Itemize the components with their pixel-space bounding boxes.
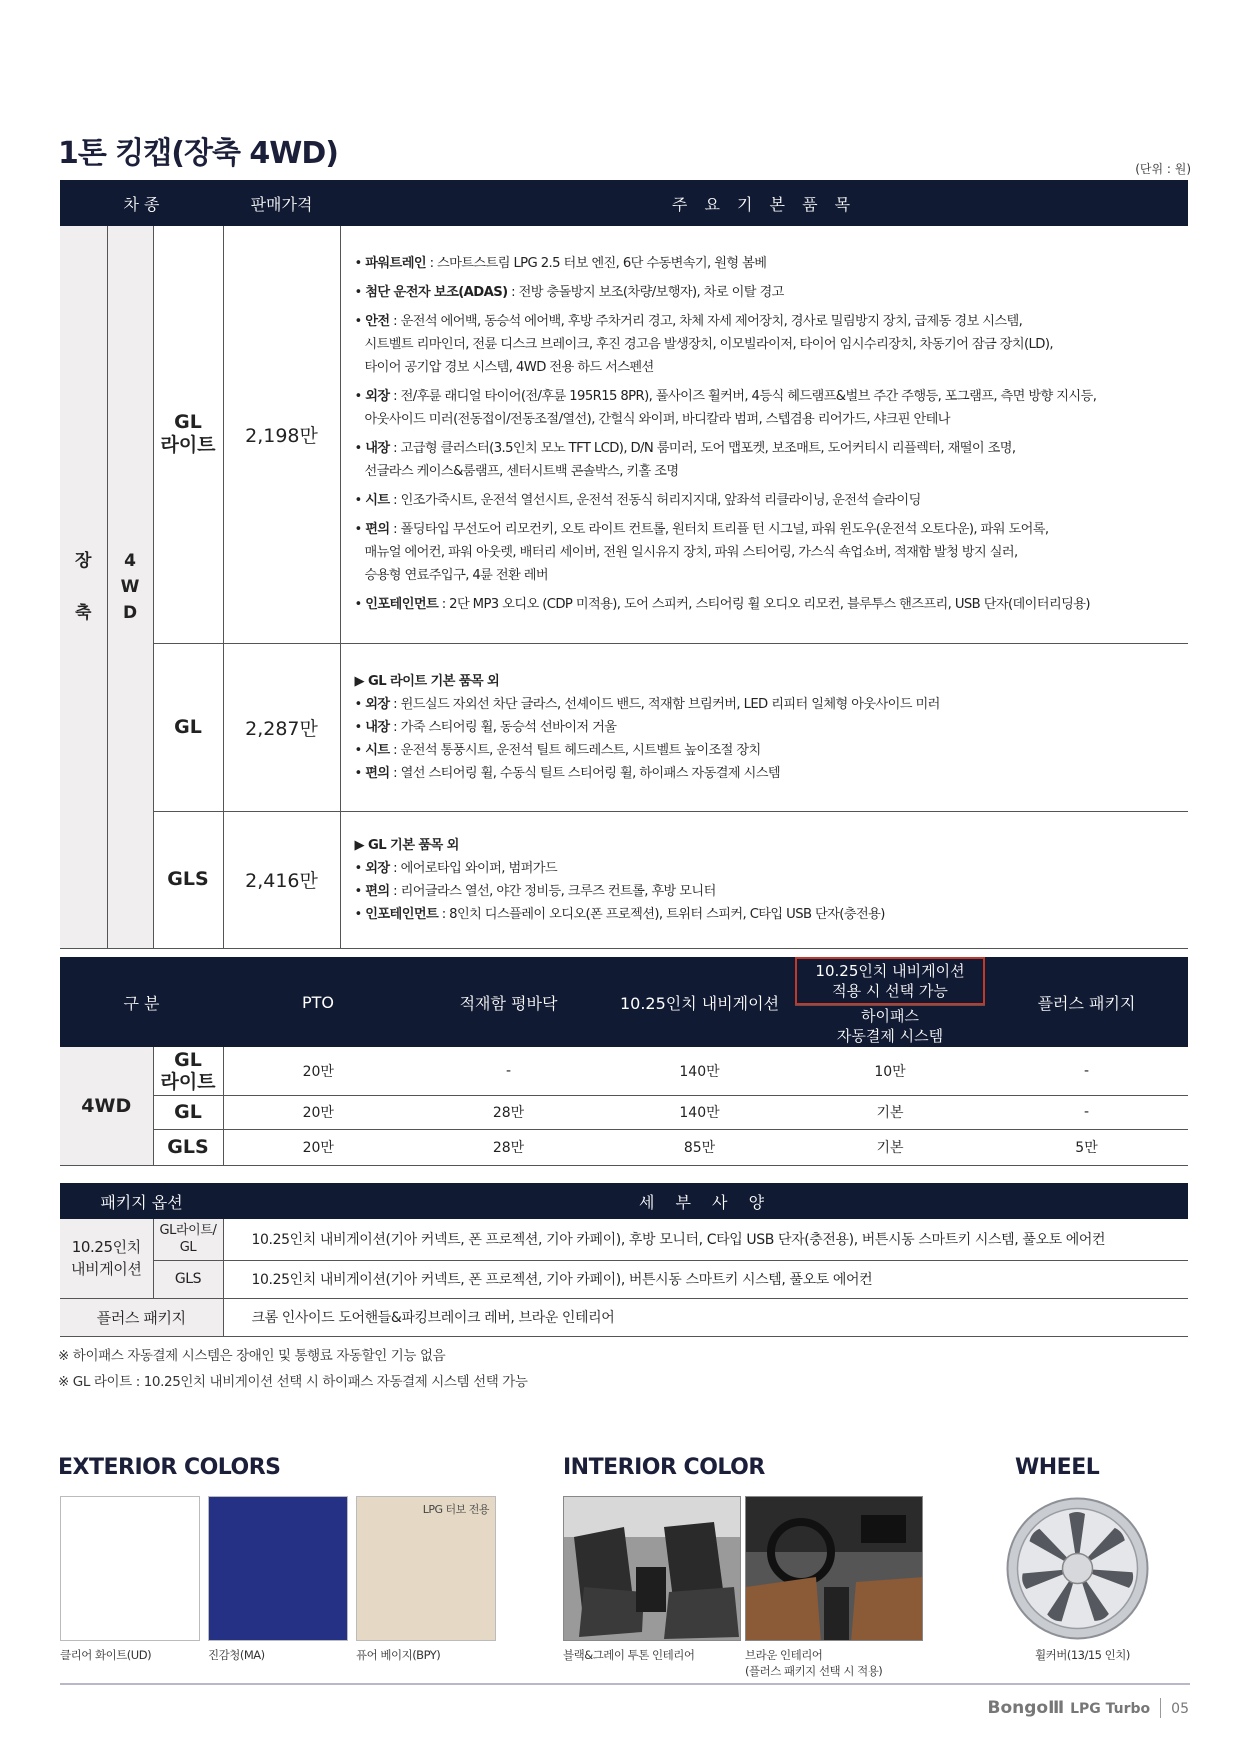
opt-flat-bed: 28만 <box>413 1129 604 1165</box>
color-name: 클리어 화이트(UD) <box>60 1648 152 1662</box>
opt-plus: - <box>985 1095 1188 1129</box>
feature-text: : 운전석 통풍시트, 운전석 틸트 헤드레스트, 시트벨트 높이조절 장치 <box>389 742 761 758</box>
opt-pto: 20만 <box>223 1129 413 1165</box>
feature-heading: ▶ GL 라이트 기본 품목 외 <box>354 673 500 689</box>
feature-text: : 리어글라스 열선, 야간 정비등, 크루즈 컨트롤, 후방 모니터 <box>389 883 716 899</box>
opt-hipass: 기본 <box>795 1129 985 1165</box>
opt-pto: 20만 <box>223 1047 413 1095</box>
feature-label: 편의 <box>365 883 390 899</box>
feature-item: • 인포테인먼트 : 2단 MP3 오디오 (CDP 미적용), 도어 스피커, 스티어링 휠 오디오 리모컨, 블루투스 핸즈프리, USB 단자(데이터리딩용) <box>354 597 1090 613</box>
vehicle-drive: 4 W D <box>107 226 153 948</box>
trim-gls: GLS <box>153 811 223 948</box>
color-swatch-beige <box>356 1496 496 1641</box>
option-trim-gls: GLS <box>153 1129 223 1165</box>
footer-brand: BongoⅢ <box>987 1698 1065 1718</box>
exterior-title: EXTERIOR COLORS <box>58 1455 281 1480</box>
features-gl-lite <box>340 226 1188 643</box>
feature-label: 외장 <box>365 696 390 712</box>
wheel-title: WHEEL <box>1015 1455 1100 1480</box>
footer-divider <box>60 1683 1190 1685</box>
feature-text: : 폴딩타입 무선도어 리모컨키, 오토 라이트 컨트롤, 원터치 트리플 턴 시그널, 파워 윈도우(운전석 오토다운), 파워 도어록, <box>389 522 1049 538</box>
price-gl-lite: 2,198만 <box>223 226 340 643</box>
note: ※ GL 라이트 : 10.25인치 내비게이션 선택 시 하이패스 자동결제 시스템 선택 가능 <box>58 1374 528 1390</box>
package-plus-spec: 크롬 인사이드 도어핸들&파킹브레이크 레버, 브라운 인테리어 <box>223 1298 1188 1336</box>
header-navi-applied: 10.25인치 내비게이션 적용 시 선택 가능 <box>795 957 985 1005</box>
package-plus-label: 플러스 패키지 <box>60 1298 223 1336</box>
feature-continuation: 승용형 연료주입구, 4륜 전환 레버 <box>364 568 549 584</box>
price-gls: 2,416만 <box>223 811 340 948</box>
header-pto: PTO <box>223 957 413 1047</box>
footer-separator <box>1160 1698 1161 1718</box>
header-hipass: 하이패스 자동결제 시스템 <box>795 1005 985 1047</box>
footer <box>988 1698 1190 1718</box>
option-drive: 4WD <box>60 1047 153 1165</box>
header-package: 패키지 옵션 <box>60 1183 223 1219</box>
feature-continuation: 타이어 공기압 경보 시스템, 4WD 전용 하드 서스펜션 <box>364 360 654 376</box>
feature-text: : 운전석 에어백, 동승석 에어백, 후방 주차거리 경고, 차체 자세 제어장치, 경사로 밀림방지 장치, 급제동 경보 시스템, <box>389 314 1023 330</box>
opt-navi: 140만 <box>604 1095 795 1129</box>
opt-flat-bed: 28만 <box>413 1095 604 1129</box>
opt-flat-bed: - <box>413 1047 604 1095</box>
opt-navi: 140만 <box>604 1047 795 1095</box>
interior-name: 브라운 인테리어 <box>745 1648 823 1662</box>
feature-text: : 전방 충돌방지 보조(차량/보행자), 차로 이탈 경고 <box>507 285 784 301</box>
opt-hipass: 10만 <box>795 1047 985 1095</box>
interior-photo-black-grey <box>563 1496 741 1641</box>
lpg-tag: LPG 터보 전용 <box>422 1503 489 1516</box>
interior-title: INTERIOR COLOR <box>563 1455 765 1480</box>
feature-item: • 편의 : 폴딩타입 무선도어 리모컨키, 오토 라이트 컨트롤, 원터치 트리플 턴 시그널, 파워 윈도우(운전석 오토다운), 파워 도어록, <box>354 522 1049 538</box>
package-navi-spec: 10.25인치 내비게이션(기아 커넥트, 폰 프로젝션, 기아 카페이), 후방 모니터, C타입 USB 단자(충전용), 버튼시동 스마트키 시스템, 풀오토 에어컨 <box>223 1219 1188 1260</box>
package-navi-trim: GL라이트/ GL <box>153 1219 223 1260</box>
feature-item: • 외장 : 전/후륜 래디얼 타이어(전/후륜 195R15 8PR), 풀사이즈 휠커버, 4등식 헤드램프&벌브 주간 주행등, 포그램프, 측면 방향 지시등, <box>354 389 1097 405</box>
opt-hipass: 기본 <box>795 1095 985 1129</box>
feature-label: 파워트레인 <box>365 256 426 272</box>
footer-model: LPG Turbo <box>1070 1701 1151 1717</box>
feature-item: • 시트 : 인조가죽시트, 운전석 열선시트, 운전석 전동식 허리지지대, 앞좌석 리클라이닝, 운전석 슬라이딩 <box>354 493 921 509</box>
note: ※ 하이패스 자동결제 시스템은 장애인 및 통행료 자동할인 기능 없음 <box>58 1348 446 1364</box>
feature-text: : 윈드실드 자외선 차단 글라스, 선셰이드 밴드, 적재함 브림커버, LED 리피터 일체형 아웃사이드 미러 <box>389 696 940 712</box>
feature-text: : 고급형 클러스터(3.5인치 모노 TFT LCD), D/N 룸미러, 도어 맵포켓, 보조매트, 도어커티시 리플렉터, 재떨이 조명, <box>389 441 1016 457</box>
feature-label: 내장 <box>365 719 390 735</box>
feature-label: 인포테인먼트 <box>365 906 439 922</box>
feature-text: : 전/후륜 래디얼 타이어(전/후륜 195R15 8PR), 풀사이즈 휠커버, 4등식 헤드램프&벌브 주간 주행등, 포그램프, 측면 방향 지시등, <box>389 389 1097 405</box>
feature-label: 인포테인먼트 <box>365 597 439 613</box>
header-price: 판매가격 <box>223 180 340 226</box>
package-navi-label: 10.25인치 내비게이션 <box>60 1219 153 1298</box>
feature-continuation: 선글라스 케이스&룸램프, 센터시트백 콘솔박스, 키홀 조명 <box>364 464 679 480</box>
feature-text: : 에어로타입 와이퍼, 범퍼가드 <box>389 860 558 876</box>
unit-label: (단위 : 원) <box>1135 162 1191 176</box>
features-gls <box>340 811 1188 948</box>
color-name: 퓨어 베이지(BPY) <box>356 1648 441 1662</box>
header-vehicle: 차 종 <box>60 180 223 226</box>
header-features: 주 요 기 본 품 목 <box>340 180 1188 226</box>
feature-label: 시트 <box>365 493 390 509</box>
feature-label: 외장 <box>365 860 390 876</box>
feature-label: 첨단 운전자 보조(ADAS) <box>365 285 508 301</box>
page-number: 05 <box>1171 1701 1189 1717</box>
color-swatch-blue <box>208 1496 348 1641</box>
feature-item: • 시트 : 운전석 통풍시트, 운전석 틸트 헤드레스트, 시트벨트 높이조절 장치 <box>354 742 761 758</box>
package-navi-trim: GLS <box>153 1260 223 1298</box>
feature-item: • 편의 : 리어글라스 열선, 야간 정비등, 크루즈 컨트롤, 후방 모니터 <box>354 883 716 899</box>
interior-name: 블랙&그레이 투톤 인테리어 <box>563 1648 695 1662</box>
feature-text: : 2단 MP3 오디오 (CDP 미적용), 도어 스피커, 스티어링 휠 오디오 리모컨, 블루투스 핸즈프리, USB 단자(데이터리딩용) <box>438 597 1090 613</box>
option-price-table <box>60 957 1188 1166</box>
feature-item: • 내장 : 고급형 클러스터(3.5인치 모노 TFT LCD), D/N 룸미러, 도어 맵포켓, 보조매트, 도어커티시 리플렉터, 재떨이 조명, <box>354 441 1016 457</box>
feature-label: 편의 <box>365 765 390 781</box>
option-trim-gl: GL <box>153 1095 223 1129</box>
feature-item: • 인포테인먼트 : 8인치 디스플레이 오디오(폰 프로젝션), 트위터 스피커, C타입 USB 단자(충전용) <box>354 906 885 922</box>
color-name: 진감청(MA) <box>208 1648 265 1662</box>
features-gl <box>340 643 1188 811</box>
opt-plus: - <box>985 1047 1188 1095</box>
feature-text: : 열선 스티어링 휠, 수동식 틸트 스티어링 휠, 하이패스 자동결제 시스템 <box>389 765 780 781</box>
feature-item: • 첨단 운전자 보조(ADAS) : 전방 충돌방지 보조(차량/보행자), 차로 이탈 경고 <box>354 285 784 301</box>
feature-item: • 안전 : 운전석 에어백, 동승석 에어백, 후방 주차거리 경고, 차체 자세 제어장치, 경사로 밀림방지 장치, 급제동 경보 시스템, <box>354 314 1023 330</box>
feature-continuation: 매뉴얼 에어컨, 파워 아웃렛, 배터리 세이버, 전원 일시유지 장치, 파워 스티어링, 가스식 쇽업쇼버, 적재함 발청 방지 실러, <box>364 545 1018 561</box>
trim-gl: GL <box>153 643 223 811</box>
option-trim-gl-lite: GL 라이트 <box>153 1047 223 1095</box>
feature-item: • 내장 : 가죽 스티어링 휠, 동승석 선바이저 거울 <box>354 719 617 735</box>
feature-label: 편의 <box>365 522 390 538</box>
feature-label: 내장 <box>365 441 390 457</box>
header-category: 구 분 <box>60 957 223 1047</box>
interior-note: (플러스 패키지 선택 시 적용) <box>745 1664 883 1678</box>
feature-text: : 스마트스트림 LPG 2.5 터보 엔진, 6단 수동변속기, 원형 봄베 <box>425 256 767 272</box>
feature-continuation: 시트벨트 리마인더, 전륜 디스크 브레이크, 후진 경고음 발생장치, 이모빌라이저, 타이어 임시수리장치, 차동기어 잠금 장치(LD), <box>364 337 1053 353</box>
feature-item: • 외장 : 에어로타입 와이퍼, 범퍼가드 <box>354 860 558 876</box>
page-title: 1톤 킹캡(장축 4WD) <box>58 136 338 171</box>
header-navi: 10.25인치 내비게이션 <box>604 957 795 1047</box>
feature-continuation: 아웃사이드 미러(전동접이/전동조절/열선), 간헐식 와이퍼, 바디칼라 범퍼, 스텝겸용 리어가드, 샤크핀 안테나 <box>364 412 950 428</box>
wheel-name: 휠커버(13/15 인치) <box>1035 1648 1130 1662</box>
feature-item: • 파워트레인 : 스마트스트림 LPG 2.5 터보 엔진, 6단 수동변속기, 원형 봄베 <box>354 256 767 272</box>
package-option-table <box>60 1183 1188 1337</box>
feature-text: : 가죽 스티어링 휠, 동승석 선바이저 거울 <box>389 719 617 735</box>
feature-text: : 인조가죽시트, 운전석 열선시트, 운전석 전동식 허리지지대, 앞좌석 리클라이닝, 운전석 슬라이딩 <box>389 493 921 509</box>
opt-pto: 20만 <box>223 1095 413 1129</box>
color-swatch-white <box>60 1496 200 1641</box>
feature-heading: ▶ GL 기본 품목 외 <box>354 837 459 853</box>
feature-label: 외장 <box>365 389 390 405</box>
wheel-cover-image <box>1005 1496 1150 1641</box>
header-flat-bed: 적재함 평바닥 <box>413 957 604 1047</box>
opt-navi: 85만 <box>604 1129 795 1165</box>
feature-label: 시트 <box>365 742 390 758</box>
interior-photo-brown <box>745 1496 923 1641</box>
feature-item: • 외장 : 윈드실드 자외선 차단 글라스, 선셰이드 밴드, 적재함 브림커버, LED 리피터 일체형 아웃사이드 미러 <box>354 696 940 712</box>
package-navi-spec: 10.25인치 내비게이션(기아 커넥트, 폰 프로젝션, 기아 카페이), 버튼시동 스마트키 시스템, 풀오토 에어컨 <box>223 1260 1188 1298</box>
trim-gl-lite: GL 라이트 <box>153 226 223 643</box>
feature-text: : 8인치 디스플레이 오디오(폰 프로젝션), 트위터 스피커, C타입 USB 단자(충전용) <box>438 906 885 922</box>
trim-spec-table <box>60 180 1188 949</box>
price-gl: 2,287만 <box>223 643 340 811</box>
header-detail: 세 부 사 양 <box>223 1183 1188 1219</box>
vehicle-axle: 장 축 <box>60 226 107 948</box>
feature-item: • 편의 : 열선 스티어링 휠, 수동식 틸트 스티어링 휠, 하이패스 자동결제 시스템 <box>354 765 780 781</box>
header-plus-package: 플러스 패키지 <box>985 957 1188 1047</box>
opt-plus: 5만 <box>985 1129 1188 1165</box>
feature-label: 안전 <box>365 314 390 330</box>
